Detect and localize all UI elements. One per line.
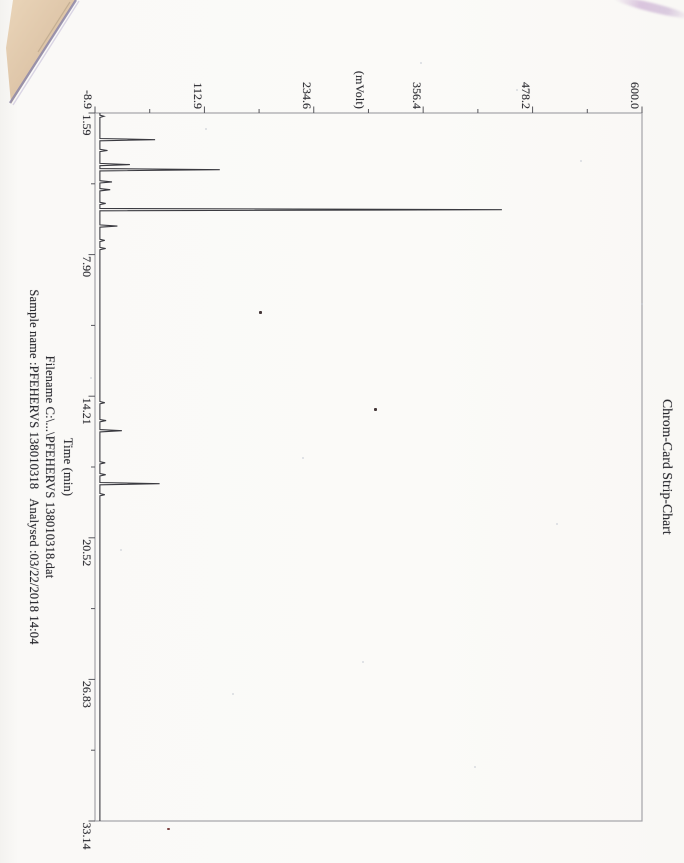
y-tick-label: 112.9 [190, 82, 205, 109]
scan-speck [259, 311, 262, 314]
y-tick-label: 478.2 [519, 82, 534, 109]
chromatogram-trace [100, 113, 502, 821]
y-tick-label: 600.0 [628, 82, 643, 109]
scan-artifact-corner-fold [0, 0, 140, 140]
scan-speck [232, 693, 234, 695]
scan-speck [302, 457, 304, 459]
y-axis-unit-label: (mVolt) [353, 70, 367, 109]
y-tick-label: -8.9 [81, 90, 96, 109]
footer-sample-line: Sample name :PFEHERVS 138010318 Analysed :03/22/2018 14:04 [27, 289, 41, 645]
scan-speck [205, 128, 207, 130]
scan-speck [362, 661, 364, 663]
axis-ticks [89, 107, 643, 822]
y-tick-label: 356.4 [409, 82, 424, 109]
footer-filename-line: Filename C:\...\PFEHERVS 138010318.dat [43, 355, 57, 579]
scan-speck [474, 766, 476, 768]
x-tick-label: 20.52 [80, 539, 94, 567]
scan-speck [420, 62, 422, 64]
scan-speck [120, 549, 122, 551]
x-tick-label: 26.83 [80, 680, 94, 708]
scan-speck [641, 303, 643, 305]
x-axis-title: Time (min) [61, 437, 75, 497]
scan-speck [580, 160, 582, 162]
y-tick-label: 234.6 [300, 82, 315, 109]
x-tick-label: 7.90 [80, 256, 94, 278]
scan-speck [374, 408, 377, 411]
scan-speck [167, 828, 170, 830]
x-tick-label: 14.21 [80, 397, 94, 425]
chart-title: Chrom-Card Strip-Chart [660, 399, 675, 535]
x-tick-label: 1.59 [80, 114, 94, 136]
plot-frame [95, 113, 642, 821]
scan-speck [90, 377, 92, 379]
x-tick-label: 33.14 [80, 822, 94, 850]
scan-speck [516, 89, 518, 91]
scan-speck [556, 523, 558, 525]
